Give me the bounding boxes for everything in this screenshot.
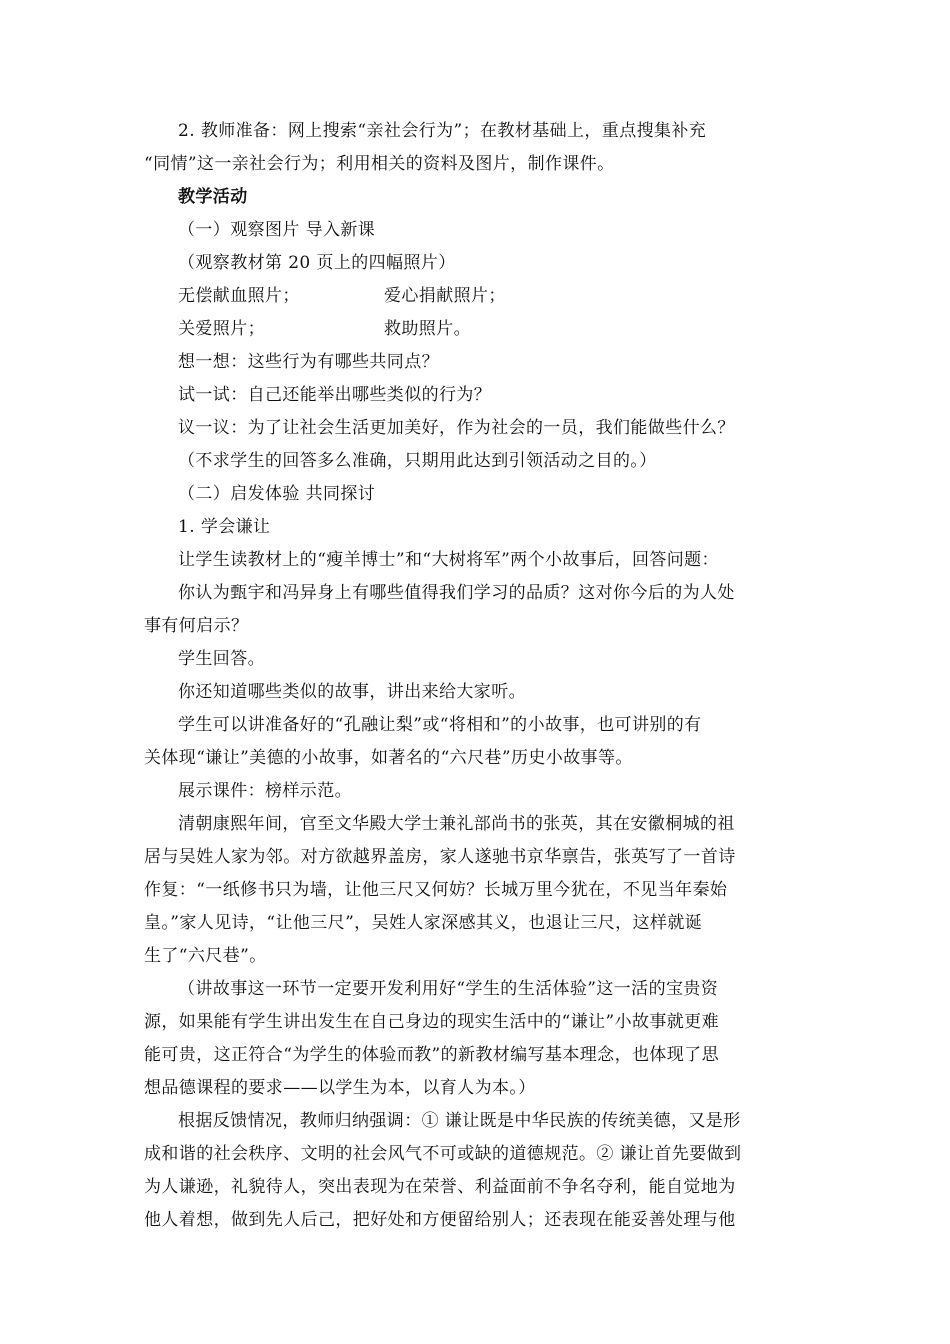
paragraph-line: （不求学生的回答多么准确，只期用此达到引领活动之目的。） <box>178 451 657 471</box>
paragraph-line: 试一试：自己还能举出哪些类似的行为？ <box>178 385 492 405</box>
paragraph-line: 生了“六尺巷”。 <box>144 946 267 966</box>
paragraph-line: 学生可以讲准备好的“孔融让梨”或“将相和”的小故事，也可讲别的有 <box>178 715 702 735</box>
paragraph-line: 能可贵，这正符合“为学生的体验而教”的新教材编写基本理念，也体现了思 <box>144 1045 719 1065</box>
paragraph-line: （观察教材第 20 页上的四幅照片） <box>178 253 456 273</box>
photo-item: 无偿献血照片； <box>178 286 300 306</box>
paragraph-line: “同情”这一亲社会行为；利用相关的资料及图片，制作课件。 <box>144 154 615 174</box>
photo-item: 救助照片。 <box>384 319 471 339</box>
paragraph-line: 议一议：为了让社会生活更加美好，作为社会的一员，我们能做些什么？ <box>178 418 735 438</box>
paragraph-line: 他人着想，做到先人后己，把好处和方便留给别人；还表现在能妥善处理与他 <box>144 1210 736 1230</box>
paragraph-line: 关体现“谦让”美德的小故事，如著名的“六尺巷”历史小故事等。 <box>144 748 633 768</box>
paragraph-line: （讲故事这一环节一定要开发利用好“学生的生活体验”这一活的宝贵资 <box>178 979 719 999</box>
paragraph-line: 作复：“一纸修书只为墙，让他三尺又何妨？长城万里今犹在，不见当年秦始 <box>144 880 728 900</box>
paragraph-line: 展示课件：榜样示范。 <box>178 781 352 801</box>
paragraph-line: 根据反馈情况，教师归纳强调：① 谦让既是中华民族的传统美德，又是形 <box>178 1111 741 1131</box>
photo-item: 关爱照片； <box>178 319 265 339</box>
subsection-heading: （一）观察图片 导入新课 <box>178 220 376 240</box>
subsection-heading: （二）启发体验 共同探讨 <box>178 484 376 504</box>
paragraph-line: 清朝康熙年间，官至文华殿大学士兼礼部尚书的张英，其在安徽桐城的祖 <box>178 814 735 834</box>
paragraph-line: 事有何启示？ <box>144 616 249 636</box>
section-heading: 教学活动 <box>178 187 248 207</box>
paragraph-line: 学生回答。 <box>178 649 265 669</box>
paragraph-line: 想一想：这些行为有哪些共同点？ <box>178 352 439 372</box>
paragraph-line: 成和谐的社会秩序、文明的社会风气不可或缺的道德规范。② 谦让首先要做到 <box>144 1144 742 1164</box>
paragraph-line: 你认为甄宇和冯异身上有哪些值得我们学习的品质？这对你今后的为人处 <box>178 583 735 603</box>
paragraph-line: 2. 教师准备：网上搜索“亲社会行为”；在教材基础上，重点搜集补充 <box>178 121 707 141</box>
paragraph-line: 居与吴姓人家为邻。对方欲越界盖房，家人遂驰书京华禀告，张英写了一首诗 <box>144 847 736 867</box>
paragraph-line: 你还知道哪些类似的故事，讲出来给大家听。 <box>178 682 526 702</box>
paragraph-line: 想品德课程的要求——以学生为本，以育人为本。） <box>144 1078 536 1098</box>
photo-item: 爱心捐献照片； <box>384 286 506 306</box>
paragraph-line: 为人谦逊，礼貌待人，突出表现为在荣誉、利益面前不争名夺利，能自觉地为 <box>144 1177 736 1197</box>
paragraph-line: 皇。”家人见诗，“让他三尺”，吴姓人家深感其义，也退让三尺，这样就诞 <box>144 913 703 933</box>
paragraph-line: 让学生读教材上的“瘦羊博士”和“大树将军”两个小故事后，回答问题： <box>178 550 719 570</box>
subsection-heading: 1. 学会谦让 <box>178 517 271 537</box>
paragraph-line: 源，如果能有学生讲出发生在自己身边的现实生活中的“谦让”小故事就更难 <box>144 1012 719 1032</box>
